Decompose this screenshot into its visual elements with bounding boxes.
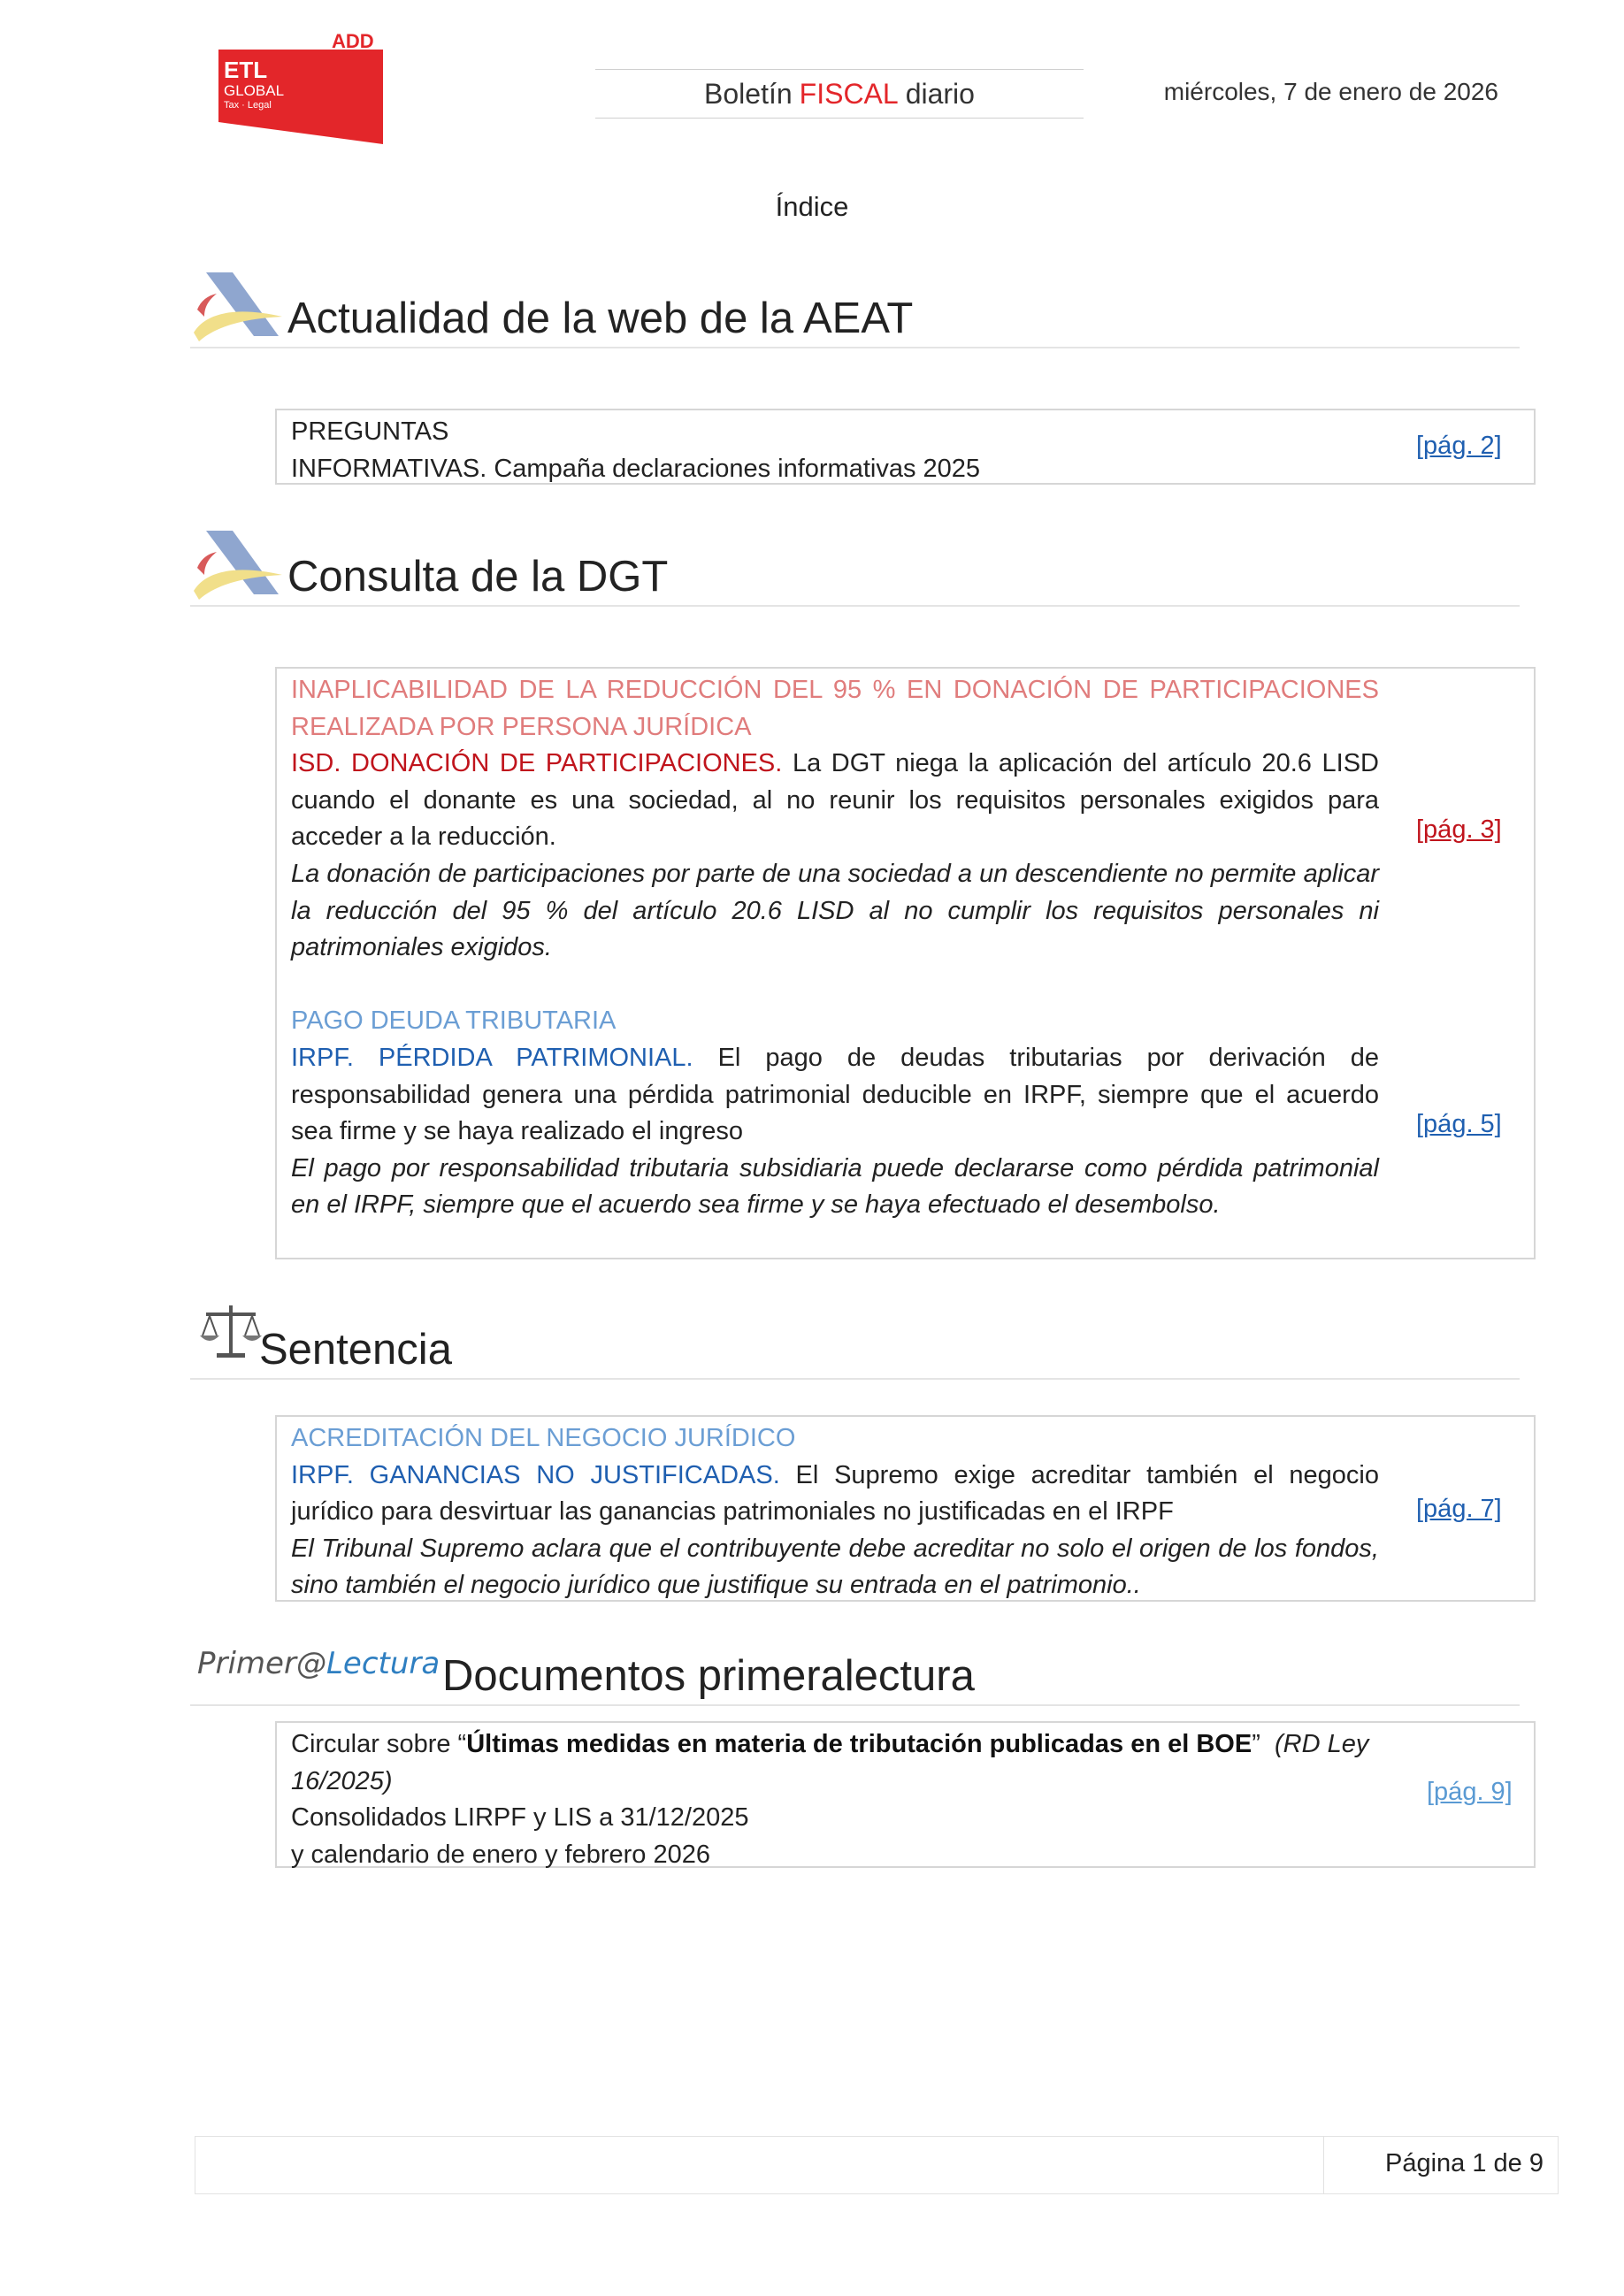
entry-headline: INAPLICABILIDAD DE LA REDUCCIÓN DEL 95 % EN DONACIÓN DE PARTICIPACIONES REALIZADA POR PERSONA JURÍDICA	[291, 676, 1379, 741]
entry-ref: (RD Ley 16/2025)	[291, 1730, 1369, 1795]
bulletin-date: miércoles, 7 de enero de 2026	[1163, 78, 1498, 105]
entry-headline: PAGO DEUDA TRIBUTARIA	[291, 1006, 617, 1036]
primeralectura-logo	[197, 1646, 440, 1681]
logo-add-text: ADD	[332, 34, 374, 52]
entry-lead: IRPF. GANANCIAS NO JUSTIFICADAS.	[291, 1460, 780, 1489]
entry-text: La DGT niega la aplicación del artículo 20.6 LISD cuando el donante es una sociedad, al no reunir los requisitos personales exigidos para acceder a la reducción.	[291, 749, 1379, 852]
entry-text: El Supremo exige acreditar también el negocio jurídico para desvirtuar las ganancias patrimoniales no justificadas en el IRPF	[291, 1460, 1380, 1527]
etl-global-logo	[218, 34, 383, 144]
entry-text: El pago de deudas tributarias por derivación de responsabilidad genera una pérdida patrimonial deducible en IRPF, siempre que el acuerdo sea firme y se haya realizado el ingreso	[291, 1043, 1379, 1146]
entry-summary: El Tribunal Supremo aclara que el contribuyente debe acreditar no solo el origen de los fondos, sino también el negocio jurídico que justifique su entrada en el patrimonio..	[291, 1534, 1379, 1600]
aeat-logo-icon	[190, 524, 287, 605]
entry-summary: El pago por responsabilidad tributaria subsidiaria puede declararse como pérdida patrimonial en el IRPF, siempre que el acuerdo sea firme y se haya efectuado el desembolso.	[291, 1153, 1379, 1220]
section-title: Consulta de la DGT	[287, 553, 669, 601]
bulletin-title-pre: Boletín	[704, 77, 793, 110]
scales-icon	[197, 1302, 264, 1364]
entry-label-line2: INFORMATIVAS.	[291, 454, 487, 483]
page-link-7[interactable]: [pág. 7]	[1416, 1495, 1502, 1523]
bulletin-title-post: diario	[905, 77, 975, 110]
entry-line3: y calendario de enero y febrero 2026	[291, 1840, 710, 1869]
primeralectura-logo-part1: Primer@	[197, 1646, 326, 1681]
entry-headline: ACREDITACIÓN DEL NEGOCIO JURÍDICO	[291, 1424, 796, 1452]
aeat-logo-icon	[190, 265, 287, 347]
entry-line2: Consolidados LIRPF y LIS a 31/12/2025	[291, 1803, 749, 1833]
page-link-3[interactable]: [pág. 3]	[1416, 815, 1502, 844]
entry-summary: La donación de participaciones por parte de una sociedad a un descendiente no permite aplicar la reducción del 95 % del artículo 20.6 LISD al no cumplir los requisitos personales ni patrimoniales exigidos.	[291, 859, 1379, 962]
bulletin-title	[595, 69, 1084, 119]
footer-divider	[1323, 2137, 1324, 2193]
bulletin-title-accent: FISCAL	[799, 77, 899, 110]
section-sentencia	[190, 1297, 1520, 1380]
entry-aeat-preguntas	[275, 409, 1536, 485]
entry-text: Campaña declaraciones informativas 2025	[494, 454, 981, 483]
section-dgt	[190, 524, 1520, 607]
section-title: Documentos primeralectura	[442, 1652, 975, 1700]
logo-global-text: GLOBAL	[224, 82, 285, 99]
entry-text-pre: Circular sobre “	[291, 1730, 467, 1758]
page-link-9[interactable]: [pág. 9]	[1427, 1778, 1513, 1806]
section-title: Sentencia	[259, 1326, 452, 1374]
logo-taxlegal-text: Tax · Legal	[224, 100, 272, 111]
entry-text-post: ”	[1252, 1730, 1260, 1758]
section-primeralectura	[190, 1623, 1520, 1706]
entry-lead: ISD. DONACIÓN DE PARTICIPACIONES.	[291, 749, 783, 778]
entry-label-line1: PREGUNTAS	[291, 417, 449, 446]
logo-etl-text: ETL	[224, 57, 268, 83]
index-title: Índice	[775, 191, 849, 222]
page-footer	[195, 2136, 1559, 2194]
entry-lead: IRPF. PÉRDIDA PATRIMONIAL.	[291, 1043, 693, 1072]
entry-dgt-group	[275, 667, 1536, 1259]
section-aeat	[190, 265, 1520, 348]
entry-sentencia	[275, 1415, 1536, 1602]
entry-text-bold: Últimas medidas en materia de tributación publicadas en el BOE	[466, 1730, 1252, 1758]
section-title: Actualidad de la web de la AEAT	[287, 295, 914, 342]
primeralectura-logo-part2: Lectura	[326, 1646, 440, 1681]
page-link-2[interactable]: [pág. 2]	[1416, 432, 1502, 460]
page-number: Página 1 de 9	[1385, 2149, 1544, 2177]
entry-primeralectura	[275, 1721, 1536, 1868]
page-link-5[interactable]: [pág. 5]	[1416, 1110, 1502, 1138]
